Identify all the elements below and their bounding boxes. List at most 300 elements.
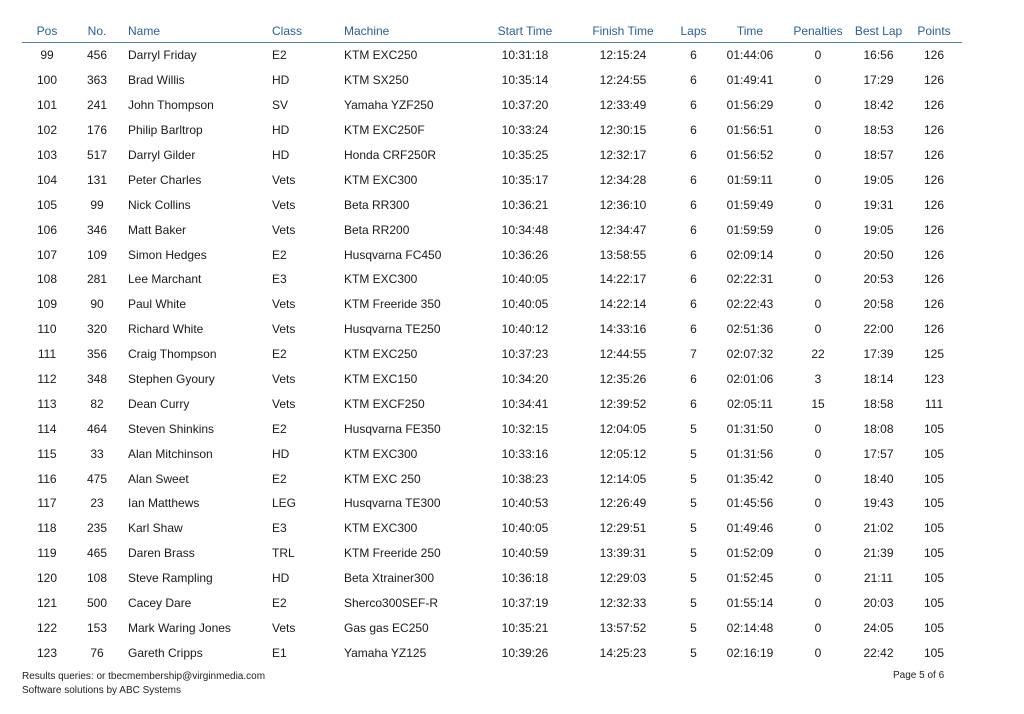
cell-points: 126 [923, 73, 945, 88]
cell-no: 456 [86, 48, 108, 63]
cell-no: 363 [86, 73, 108, 88]
cell-name: Lee Marchant [128, 272, 202, 287]
cell-finish-time: 12:34:47 [599, 222, 647, 237]
cell-laps: 6 [690, 98, 697, 113]
cell-laps: 6 [690, 297, 697, 312]
col-header-class: Class [272, 20, 344, 43]
cell-penalties: 0 [814, 247, 822, 262]
cell-penalties: 0 [814, 322, 822, 337]
cell-points: 105 [923, 521, 945, 536]
cell-no: 109 [86, 247, 108, 262]
cell-laps: 6 [690, 372, 697, 387]
cell-pos: 100 [36, 73, 58, 88]
table-row [22, 640, 962, 665]
cell-time: 01:35:42 [726, 471, 774, 486]
cell-finish-time: 14:22:14 [599, 297, 647, 312]
cell-time: 01:49:41 [726, 73, 774, 88]
cell-no: 346 [86, 222, 108, 237]
cell-machine: KTM EXC300 [344, 172, 418, 187]
cell-best-lap: 19:05 [863, 222, 894, 237]
table-row [22, 192, 962, 217]
cell-finish-time: 12:44:55 [599, 347, 647, 362]
cell-best-lap: 20:58 [863, 297, 894, 312]
cell-start-time: 10:31:18 [501, 48, 549, 63]
cell-name: Darryl Gilder [128, 148, 196, 162]
cell-start-time: 10:40:05 [501, 272, 549, 287]
cell-machine: KTM EXCF250 [344, 396, 425, 411]
cell-name: Simon Hedges [128, 247, 207, 262]
cell-points: 105 [923, 421, 945, 436]
cell-start-time: 10:37:20 [501, 98, 549, 113]
cell-finish-time: 12:30:15 [599, 123, 647, 138]
cell-no: 348 [86, 372, 108, 387]
cell-points: 126 [923, 48, 945, 63]
cell-name: Darryl Friday [128, 48, 197, 63]
cell-time: 01:59:59 [726, 222, 774, 237]
cell-finish-time: 12:32:33 [599, 596, 647, 611]
cell-name: Matt Baker [128, 222, 187, 237]
cell-time: 01:59:49 [726, 197, 774, 212]
cell-machine: KTM EXC250 [344, 347, 418, 362]
cell-start-time: 10:36:26 [501, 247, 549, 262]
cell-machine: Honda CRF250R [344, 148, 437, 162]
cell-finish-time: 12:29:03 [599, 571, 647, 586]
cell-best-lap: 18:14 [863, 372, 894, 387]
cell-pos: 112 [37, 372, 57, 387]
cell-start-time: 10:36:21 [501, 197, 549, 212]
cell-machine: Beta RR200 [344, 222, 410, 237]
cell-penalties: 0 [814, 148, 822, 162]
cell-class: E2 [272, 347, 287, 362]
cell-finish-time: 12:15:24 [599, 48, 647, 63]
cell-machine: Husqvarna FC450 [344, 247, 442, 262]
cell-pos: 119 [37, 546, 57, 561]
table-row [22, 367, 962, 392]
cell-laps: 6 [690, 197, 697, 212]
cell-pos: 113 [37, 396, 57, 411]
cell-machine: Beta RR300 [344, 197, 410, 212]
table-row [22, 43, 962, 68]
cell-finish-time: 12:33:49 [599, 98, 647, 113]
cell-penalties: 0 [814, 297, 822, 312]
cell-laps: 5 [690, 571, 697, 586]
cell-pos: 117 [37, 496, 57, 511]
cell-class: Vets [272, 197, 296, 212]
cell-time: 02:51:36 [726, 322, 774, 337]
cell-finish-time: 12:14:05 [599, 471, 647, 486]
cell-points: 126 [923, 172, 945, 187]
cell-time: 02:07:32 [726, 347, 774, 362]
table-row [22, 317, 962, 342]
cell-penalties: 0 [814, 172, 822, 187]
cell-best-lap: 20:50 [863, 247, 894, 262]
table-row [22, 466, 962, 491]
cell-time: 02:16:19 [726, 645, 774, 660]
cell-no: 99 [90, 197, 104, 212]
cell-finish-time: 12:32:17 [599, 148, 647, 162]
cell-best-lap: 20:53 [863, 272, 894, 287]
cell-pos: 103 [36, 148, 58, 162]
footer-info [22, 670, 265, 698]
cell-no: 235 [86, 521, 108, 536]
cell-penalties: 22 [811, 347, 825, 362]
cell-pos: 106 [36, 222, 58, 237]
cell-machine: Husqvarna TE250 [344, 322, 441, 337]
cell-best-lap: 17:39 [863, 347, 894, 362]
cell-no: 475 [86, 471, 108, 486]
cell-points: 126 [923, 222, 945, 237]
cell-points: 126 [923, 123, 945, 138]
cell-finish-time: 13:58:55 [599, 247, 647, 262]
cell-best-lap: 18:42 [863, 98, 894, 113]
cell-best-lap: 24:05 [863, 620, 894, 635]
cell-laps: 6 [690, 172, 697, 187]
cell-laps: 6 [690, 272, 697, 287]
cell-name: Steve Rampling [128, 571, 213, 586]
cell-machine: KTM EXC300 [344, 446, 418, 461]
cell-pos: 110 [37, 322, 57, 337]
cell-finish-time: 13:57:52 [599, 620, 647, 635]
cell-pos: 105 [36, 197, 58, 212]
cell-no: 153 [86, 620, 108, 635]
cell-pos: 116 [37, 471, 57, 486]
cell-machine: KTM SX250 [344, 73, 409, 88]
cell-start-time: 10:40:05 [501, 297, 549, 312]
cell-machine: Yamaha YZ125 [344, 645, 427, 660]
header-row [22, 20, 962, 43]
cell-name: Craig Thompson [128, 347, 217, 362]
cell-name: Daren Brass [128, 546, 195, 561]
cell-pos: 114 [37, 421, 57, 436]
cell-finish-time: 12:26:49 [599, 496, 647, 511]
cell-laps: 6 [690, 396, 697, 411]
table-row [22, 242, 962, 267]
cell-laps: 5 [690, 546, 697, 561]
cell-no: 356 [86, 347, 108, 362]
cell-no: 108 [86, 571, 108, 586]
cell-no: 90 [90, 297, 104, 312]
cell-laps: 6 [690, 73, 697, 88]
cell-penalties: 0 [814, 571, 822, 586]
cell-pos: 108 [36, 272, 58, 287]
cell-time: 01:49:46 [726, 521, 774, 536]
cell-best-lap: 18:53 [863, 123, 894, 138]
cell-best-lap: 18:40 [863, 471, 894, 486]
cell-pos: 102 [36, 123, 58, 138]
cell-laps: 5 [690, 496, 697, 511]
cell-best-lap: 19:43 [863, 496, 894, 511]
cell-best-lap: 21:39 [863, 546, 894, 561]
col-header-start-time: Start Time [476, 20, 574, 43]
results-body [22, 43, 962, 666]
cell-points: 126 [923, 197, 945, 212]
cell-start-time: 10:35:14 [501, 73, 549, 88]
cell-points: 105 [923, 645, 945, 660]
cell-pos: 101 [36, 98, 58, 113]
cell-name: Stephen Gyoury [128, 372, 215, 387]
cell-laps: 6 [690, 247, 697, 262]
table-row [22, 416, 962, 441]
cell-finish-time: 12:34:28 [599, 172, 647, 187]
cell-no: 82 [90, 396, 104, 411]
cell-points: 105 [923, 546, 945, 561]
cell-no: 33 [90, 446, 104, 461]
col-header-best-lap: Best Lap [851, 20, 906, 43]
cell-time: 01:52:09 [726, 546, 774, 561]
cell-machine: Sherco300SEF-R [344, 596, 439, 611]
cell-no: 241 [86, 98, 108, 113]
cell-penalties: 0 [814, 98, 822, 113]
cell-machine: Husqvarna FE350 [344, 421, 441, 436]
table-row [22, 267, 962, 292]
cell-laps: 6 [690, 148, 697, 162]
cell-finish-time: 14:33:16 [599, 322, 647, 337]
cell-laps: 6 [690, 222, 697, 237]
cell-class: HD [272, 571, 290, 586]
cell-no: 281 [86, 272, 108, 287]
cell-name: Nick Collins [128, 197, 191, 212]
table-row [22, 93, 962, 118]
cell-start-time: 10:40:05 [501, 521, 549, 536]
cell-start-time: 10:32:15 [501, 421, 549, 436]
cell-laps: 5 [690, 446, 697, 461]
cell-points: 105 [923, 471, 945, 486]
cell-time: 01:31:50 [726, 421, 774, 436]
cell-name: Philip Barltrop [128, 123, 203, 138]
cell-machine: Beta Xtrainer300 [344, 571, 435, 586]
cell-machine: Yamaha YZF250 [344, 98, 434, 113]
cell-laps: 6 [690, 322, 697, 337]
cell-name: Gareth Cripps [128, 645, 203, 660]
results-table [22, 20, 962, 665]
results-queries-text: Results queries: or tbecmembership@virginmedia.com [22, 671, 266, 682]
cell-time: 02:05:11 [727, 396, 773, 411]
cell-class: Vets [272, 372, 296, 387]
cell-start-time: 10:38:23 [501, 471, 549, 486]
cell-start-time: 10:34:41 [501, 396, 549, 411]
cell-no: 464 [86, 421, 108, 436]
cell-points: 123 [923, 372, 945, 387]
cell-name: Brad Willis [128, 73, 185, 88]
cell-start-time: 10:37:23 [501, 347, 549, 362]
cell-best-lap: 18:08 [863, 421, 894, 436]
cell-pos: 122 [36, 620, 58, 635]
cell-class: HD [272, 446, 290, 461]
cell-machine: KTM EXC300 [344, 272, 418, 287]
col-header-no: No. [72, 20, 122, 43]
cell-class: HD [272, 73, 290, 88]
cell-penalties: 0 [814, 496, 822, 511]
cell-penalties: 0 [814, 620, 822, 635]
cell-machine: KTM EXC 250 [344, 471, 421, 486]
cell-points: 105 [923, 596, 945, 611]
cell-best-lap: 16:56 [863, 48, 894, 63]
cell-class: Vets [272, 172, 296, 187]
cell-no: 131 [86, 172, 108, 187]
cell-time: 02:09:14 [726, 247, 774, 262]
cell-name: Mark Waring Jones [128, 620, 231, 635]
cell-pos: 120 [36, 571, 58, 586]
cell-time: 01:45:56 [726, 496, 774, 511]
cell-machine: KTM Freeride 350 [344, 297, 441, 312]
table-row [22, 217, 962, 242]
cell-class: E3 [272, 521, 287, 536]
cell-best-lap: 18:58 [863, 396, 894, 411]
cell-points: 105 [923, 620, 945, 635]
cell-finish-time: 14:25:23 [599, 645, 647, 660]
cell-no: 465 [86, 546, 108, 561]
cell-name: Alan Mitchinson [128, 446, 213, 461]
cell-class: E2 [272, 471, 287, 486]
cell-points: 105 [923, 496, 945, 511]
cell-best-lap: 22:42 [863, 645, 894, 660]
cell-start-time: 10:33:24 [501, 123, 549, 138]
table-row [22, 68, 962, 93]
cell-finish-time: 12:05:12 [599, 446, 647, 461]
cell-penalties: 0 [814, 421, 822, 436]
col-header-points: Points [906, 20, 962, 43]
cell-class: HD [272, 123, 290, 138]
cell-points: 126 [923, 272, 945, 287]
cell-pos: 107 [36, 247, 58, 262]
cell-machine: Husqvarna TE300 [344, 496, 441, 511]
cell-points: 126 [923, 98, 945, 113]
cell-laps: 5 [690, 645, 697, 660]
cell-time: 01:44:06 [726, 48, 774, 63]
cell-pos: 118 [37, 521, 57, 536]
cell-name: Alan Sweet [128, 471, 189, 486]
cell-no: 23 [90, 496, 104, 511]
cell-finish-time: 14:22:17 [599, 272, 647, 287]
cell-penalties: 0 [814, 73, 822, 88]
cell-finish-time: 12:29:51 [599, 521, 647, 536]
cell-machine: KTM Freeride 250 [344, 546, 441, 561]
cell-start-time: 10:40:53 [501, 496, 549, 511]
cell-best-lap: 19:31 [863, 197, 894, 212]
cell-machine: KTM EXC250F [344, 123, 425, 138]
cell-class: Vets [272, 396, 296, 411]
cell-class: E2 [272, 247, 287, 262]
cell-start-time: 10:35:25 [501, 148, 549, 162]
cell-start-time: 10:33:16 [501, 446, 549, 461]
cell-no: 320 [86, 322, 108, 337]
cell-finish-time: 12:24:55 [599, 73, 647, 88]
cell-name: Richard White [128, 322, 204, 337]
col-header-finish-time: Finish Time [574, 20, 672, 43]
cell-name: Peter Charles [128, 172, 202, 187]
cell-laps: 7 [690, 347, 697, 362]
cell-class: TRL [272, 546, 295, 561]
cell-time: 01:52:45 [726, 571, 774, 586]
col-header-machine: Machine [344, 20, 476, 43]
cell-name: Steven Shinkins [128, 421, 215, 436]
cell-points: 125 [923, 347, 945, 362]
cell-time: 01:56:51 [726, 123, 774, 138]
cell-start-time: 10:35:21 [501, 620, 549, 635]
cell-class: SV [272, 98, 289, 113]
cell-time: 01:59:11 [727, 172, 773, 187]
cell-name: Paul White [128, 297, 187, 312]
cell-finish-time: 12:35:26 [599, 372, 647, 387]
cell-time: 02:22:31 [726, 272, 774, 287]
cell-pos: 123 [36, 645, 58, 660]
cell-class: Vets [272, 322, 296, 337]
page-number: Page 5 of 6 [893, 670, 945, 681]
cell-laps: 6 [690, 48, 697, 63]
cell-start-time: 10:34:48 [501, 222, 549, 237]
cell-best-lap: 19:05 [863, 172, 894, 187]
cell-start-time: 10:40:12 [501, 322, 549, 337]
cell-best-lap: 20:03 [863, 596, 894, 611]
cell-name: Ian Matthews [128, 496, 200, 511]
table-row [22, 292, 962, 317]
cell-no: 76 [90, 645, 104, 660]
cell-time: 01:55:14 [726, 596, 774, 611]
cell-pos: 111 [37, 347, 57, 362]
cell-penalties: 0 [814, 645, 822, 660]
cell-no: 176 [86, 123, 108, 138]
cell-class: E3 [272, 272, 287, 287]
cell-laps: 5 [690, 620, 697, 635]
cell-best-lap: 17:29 [863, 73, 894, 88]
cell-penalties: 15 [811, 396, 825, 411]
cell-laps: 5 [690, 521, 697, 536]
cell-time: 01:56:29 [726, 98, 774, 113]
cell-time: 02:22:43 [726, 297, 774, 312]
cell-name: Dean Curry [128, 396, 190, 411]
cell-pos: 99 [40, 48, 54, 63]
cell-pos: 121 [36, 596, 58, 611]
cell-penalties: 0 [814, 521, 822, 536]
cell-class: LEG [272, 496, 297, 511]
cell-finish-time: 12:36:10 [599, 197, 647, 212]
cell-time: 02:14:48 [726, 620, 774, 635]
col-header-time: Time [715, 20, 785, 43]
table-row [22, 342, 962, 367]
cell-finish-time: 12:39:52 [599, 396, 647, 411]
table-row [22, 441, 962, 466]
cell-best-lap: 17:57 [863, 446, 894, 461]
cell-penalties: 0 [814, 272, 822, 287]
table-row [22, 118, 962, 143]
cell-points: 105 [923, 446, 945, 461]
cell-finish-time: 13:39:31 [599, 546, 647, 561]
cell-best-lap: 21:11 [863, 571, 894, 586]
cell-penalties: 0 [814, 197, 822, 212]
cell-class: Vets [272, 297, 296, 312]
cell-class: Vets [272, 620, 296, 635]
cell-class: Vets [272, 222, 296, 237]
cell-best-lap: 22:00 [863, 322, 894, 337]
table-row [22, 167, 962, 192]
col-header-penalties: Penalties [785, 20, 851, 43]
cell-time: 01:31:56 [726, 446, 774, 461]
cell-machine: Gas gas EC250 [344, 620, 429, 635]
cell-penalties: 0 [814, 596, 822, 611]
cell-time: 01:56:52 [726, 148, 774, 162]
cell-start-time: 10:36:18 [501, 571, 549, 586]
cell-points: 126 [923, 148, 945, 162]
cell-points: 111 [924, 396, 944, 411]
cell-points: 126 [923, 297, 945, 312]
cell-class: E2 [272, 48, 287, 63]
cell-machine: KTM EXC250 [344, 48, 418, 63]
cell-class: HD [272, 148, 290, 162]
cell-name: Cacey Dare [128, 596, 192, 611]
cell-start-time: 10:37:19 [501, 596, 549, 611]
col-header-pos: Pos [22, 20, 72, 43]
cell-penalties: 3 [814, 372, 822, 387]
